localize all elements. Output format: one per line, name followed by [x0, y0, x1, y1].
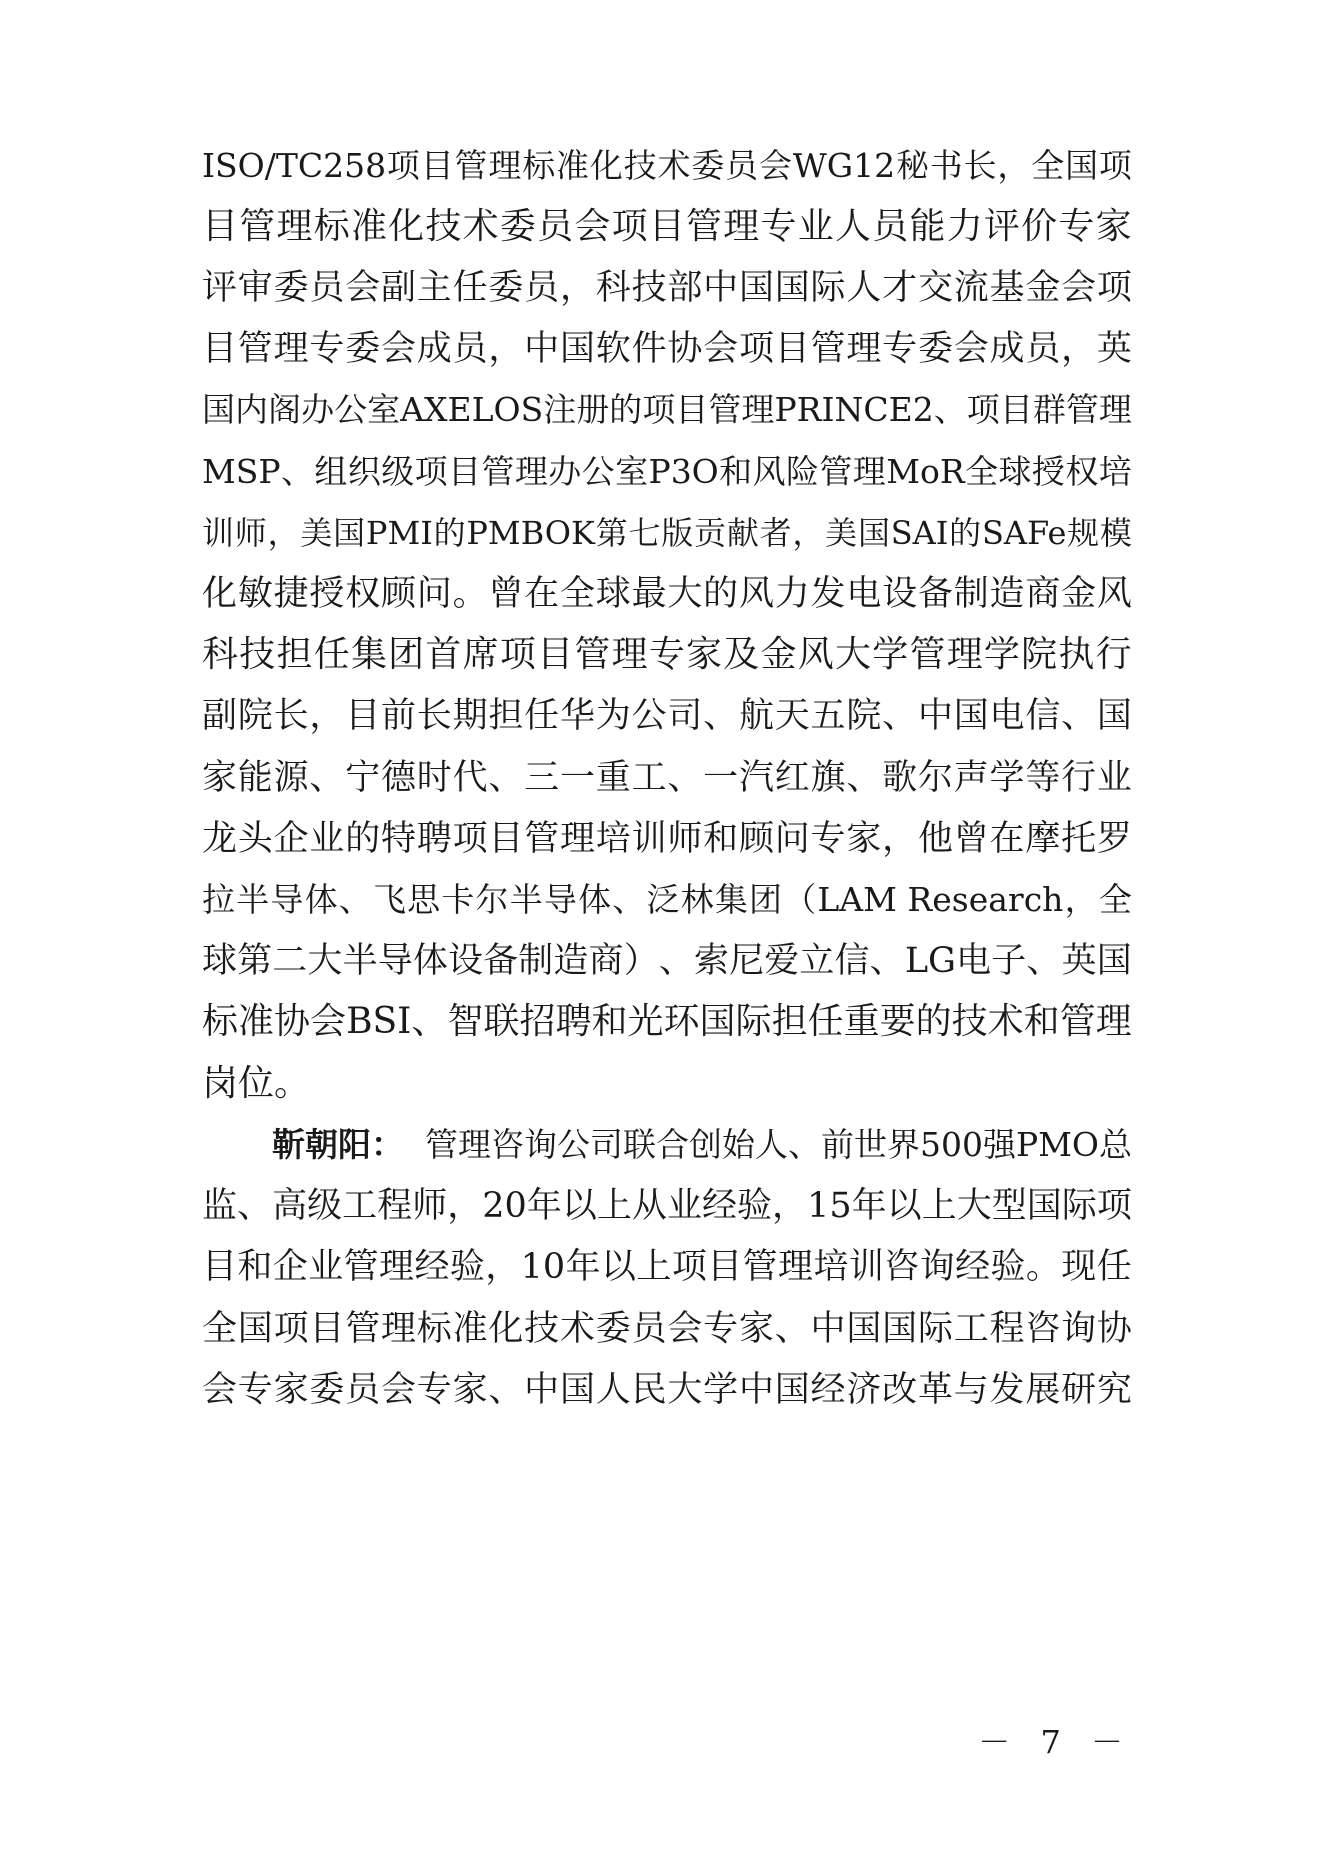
paragraph-line: 岗位。 — [202, 1063, 311, 1104]
paragraph-line: 目 管 理 标 准 化 技 术 委 员 会 项 目 管 理 专 业 人 员 能 力 评 价 专 家 — [202, 206, 1132, 247]
bio-line: 目 和 企 业 管 理 经 验 ， 10 年 以 上 项 目 管 理 培 训 咨 询 经 验 。 现 任 — [202, 1247, 1132, 1287]
paragraph-line: 训 师 ， 美 国 PMI 的 PMBOK 第 七 版 贡 献 者 ， 美 国 SAI 的 SAFe 规 模 — [202, 514, 1132, 552]
paragraph-line: 家 能 源 、 宁 德 时 代 、 三 一 重 工 、 一 汽 红 旗 、 歌 尔 声 学 等 行 业 — [202, 758, 1132, 798]
paragraph-line: 化 敏 捷 授 权 顾 问 。 曾 在 全 球 最 大 的 风 力 发 电 设 备 制 造 商 金 风 — [202, 574, 1132, 614]
paragraph-line: 评 审 委 员 会 副 主 任 委 员 ， 科 技 部 中 国 国 际 人 才 交 流 基 金 会 项 — [202, 268, 1132, 308]
bio-line: 监 、 高 级 工 程 师 ， 20 年 以 上 从 业 经 验 ， 15 年 以 上 大 型 国 际 项 — [202, 1186, 1132, 1226]
paragraph-line: 拉 半 导 体 、 飞 思 卡 尔 半 导 体 、 泛 林 集 团 （ LAM Research ， 全 — [202, 880, 1132, 919]
person-name: 靳朝阳： — [272, 1125, 404, 1164]
bio-line: 全 国 项 目 管 理 标 准 化 技 术 委 员 会 专 家 、 中 国 国 际 工 程 咨 询 协 — [202, 1309, 1132, 1349]
paragraph-line: 国 内 阁 办 公 室 AXELOS 注 册 的 项 目 管 理 PRINCE2 、 项 目 群 管 理 — [202, 390, 1132, 429]
paragraph-line: MSP 、 组 织 级 项 目 管 理 办 公 室 P3O 和 风 险 管 理 MoR 全 球 授 权 培 — [202, 452, 1132, 491]
paragraph-line: 科 技 担 任 集 团 首 席 项 目 管 理 专 家 及 金 风 大 学 管 理 学 院 执 行 — [202, 634, 1132, 675]
page-number: － 7 － — [978, 1723, 1133, 1761]
paragraph-line: 球 第 二 大 半 导 体 设 备 制 造 商 ） 、 索 尼 爱 立 信 、 LG 电 子 、 英 国 — [202, 941, 1132, 981]
bio-first-text: 管理咨询公司联合创始人、前世界500强PMO总 — [424, 1125, 1132, 1164]
paragraph-line: 副 院 长 ， 目 前 长 期 担 任 华 为 公 司 、 航 天 五 院 、 中 国 电 信 、 国 — [202, 696, 1132, 736]
paragraph-line: ISO/TC258 项 目 管 理 标 准 化 技 术 委 员 会 WG12 秘 书 长 ， 全 国 项 — [202, 146, 1132, 185]
bio-line: 会 专 家 委 员 会 专 家 、 中 国 人 民 大 学 中 国 经 济 改 革 与 发 展 研 究 — [202, 1370, 1132, 1410]
paragraph-line: 龙 头 企 业 的 特 聘 项 目 管 理 培 训 师 和 顾 问 专 家 ， 他 曾 在 摩 托 罗 — [202, 819, 1132, 859]
paragraph-line: 目 管 理 专 委 会 成 员 ， 中 国 软 件 协 会 项 目 管 理 专 委 会 成 员 ， 英 — [202, 329, 1132, 369]
paragraph-line: 标 准 协 会 BSI 、 智 联 招 聘 和 光 环 国 际 担 任 重 要 的 技 术 和 管 理 — [202, 1001, 1132, 1042]
